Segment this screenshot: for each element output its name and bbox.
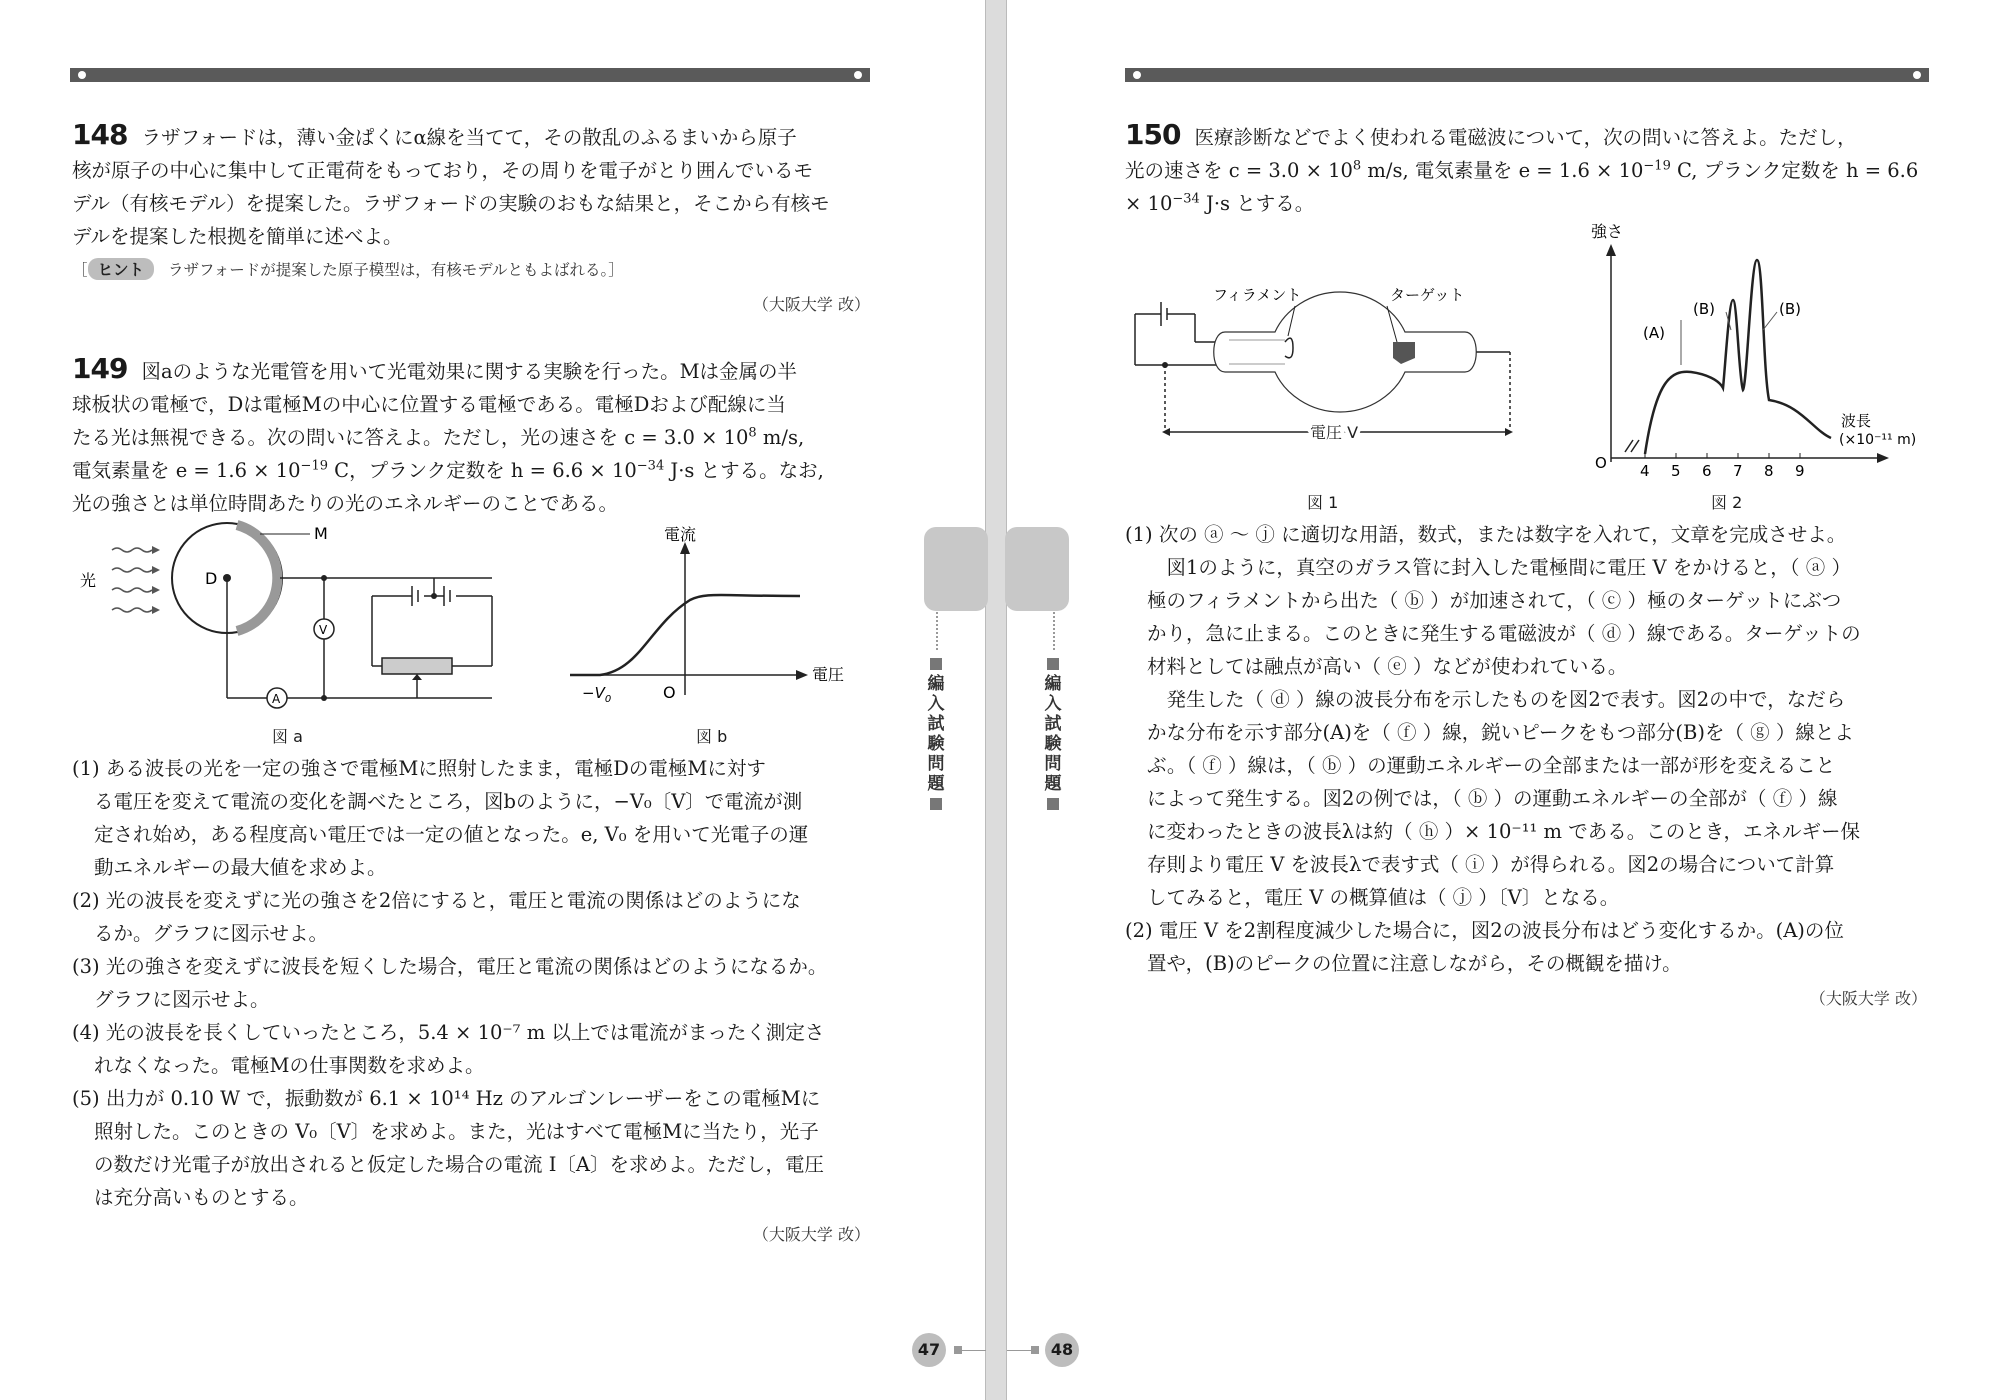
- question-1: (1) 次の ⓐ ～ ⓙ に適切な用語，数式，または数字を入れて，文章を完成させよ。 図1のように，真空のガラス管に封入した電極間に電圧 V をかけると，（ ⓐ ） 極のフィラメントから出た（ ⓑ ）が加速されて，（ ⓒ ）極のターゲットにぶつ かり，急に止まる。このときに発生する電磁波が（ ⓓ ）線である。ターゲットの 材料としては融点が高い（ ⓔ ）などが使われている。 発生した（ ⓓ ）線の波長分布を示したものを図2で表す。図2の中で，なだら かな分布を示す部分(A)を（ ⓕ ）線，鋭いピークをもつ部分(B)を（ ⓖ ）線とよ ぶ。（ ⓕ ）線は，（ ⓑ ）の運動エネルギーの全部または一部が形を変えること によって発生する。図2の例では，（ ⓑ ）の運動エネルギーの全部が（ ⓕ ）線 に変わったときの波長λは約（ ⓗ ）× 10⁻¹¹ m である。このとき，エネルギー保 存則より電圧 V を波長λで表す式（ ⓘ ）が得られる。図2の場合について計算 してみると，電圧 V の概算値は（ ⓙ ）〔V〕となる。: [1125, 523, 1861, 909]
- hint-text: ラザフォードが提案した原子模型は，有核モデルともよばれる。: [168, 261, 609, 279]
- x-tick-label: 6: [1702, 462, 1712, 480]
- glass-tube: [1214, 292, 1477, 412]
- text-line: 球板状の電極で，Dは電極Mの中心に位置する電極である。電極Dおよび配線に当: [72, 393, 786, 416]
- left-page: [0, 0, 986, 1400]
- questions-150: [1125, 518, 1931, 980]
- ylabel: 電流: [664, 525, 697, 544]
- label-filament: フィラメント: [1213, 286, 1302, 304]
- xlabel: 波長: [1841, 412, 1872, 430]
- questions-149: [72, 752, 872, 1214]
- text-line: 図aのような光電管を用いて光電効果に関する実験を行った。Mは金属の半: [141, 360, 798, 383]
- figure-1-xray-tube: [1125, 270, 1545, 480]
- problem-number: 148: [72, 118, 128, 151]
- origin-label: O: [663, 683, 676, 702]
- question-4: (4) 光の波長を長くしていったところ，5.4 × 10⁻⁷ m 以上では電流がまったく測定さ れなくなった。電極Mの仕事関数を求めよ。: [72, 1021, 825, 1077]
- question-2: (2) 光の波長を変えずに光の強さを2倍にすると，電圧と電流の関係はどのようにな るか。グラフに図示せよ。: [72, 889, 801, 945]
- problem-150: [1125, 118, 1931, 220]
- x-tick-label: 4: [1640, 462, 1650, 480]
- figure-1-caption: 図 1: [1307, 493, 1339, 512]
- figure-a-circuit: [72, 520, 512, 720]
- page-header-bar: [70, 68, 870, 82]
- question-5: (5) 出力が 0.10 W で，振動数が 6.1 × 10¹⁴ Hz のアルゴンレーザーをこの電極Mに 照射した。このときの V₀〔V〕を求めよ。また，光はすべて電極Mに当たり，光子 の数だけ光電子が放出されると仮定した場合の電流 I〔A〕を求めよ。ただし，電圧 は充分高いものとする。: [72, 1087, 824, 1209]
- source-citation: （大阪大学 改）: [752, 295, 870, 314]
- label-voltage: 電圧 V: [1310, 423, 1359, 442]
- x-tick-label: 5: [1671, 462, 1681, 480]
- text-line: デルを提案した根拠を簡単に述べよ。: [72, 225, 403, 248]
- xlabel-unit: (×10⁻¹¹ m): [1839, 432, 1917, 448]
- label-B-left: (B): [1693, 300, 1715, 318]
- ylabel: 強さ: [1591, 222, 1624, 241]
- figure-b-graph: [560, 520, 860, 720]
- text-line: 電気素量を $e = 1.6 \times 10^{-19}$ C，プランク定数を $h = 6.6 \times 10^{-34}$ J·s とする。なお,: [72, 458, 824, 482]
- side-label: 編 入 試 験 問 題: [1043, 654, 1063, 814]
- neg-v0-label: $-V_0$: [582, 684, 612, 705]
- problem-148: [72, 118, 872, 253]
- label-B-right: (B): [1779, 300, 1801, 318]
- xlabel: 電圧: [812, 665, 845, 684]
- figure-2-spectrum: [1581, 220, 1951, 480]
- problem-149: [72, 352, 872, 520]
- x-tick-label: 7: [1733, 462, 1743, 480]
- figure-2-caption: 図 2: [1711, 493, 1743, 512]
- figure-a-caption: 図 a: [272, 727, 303, 746]
- origin-label: O: [1595, 454, 1607, 472]
- question-2: (2) 電圧 V を2割程度減少した場合に，図2の波長分布はどう変化するか。(A)の位 置や，(B)のピークの位置に注意しながら，その概観を描け。: [1125, 919, 1844, 975]
- figure-b-caption: 図 b: [696, 727, 728, 746]
- question-1: (1) ある波長の光を一定の強さで電極Mに照射したまま，電極Dの電極Mに対す る電圧を変えて電流の変化を調べたところ，図bのように，−V₀〔V〕で電流が測 定され始め，ある程度高い電圧では一定の値となった。e, V₀ を用いて光電子の運 動エネルギーの最大値を求めよ。: [72, 757, 809, 879]
- page-number: 47: [912, 1333, 946, 1367]
- hint-badge: ヒント: [88, 258, 155, 280]
- spectrum-curve: [1645, 260, 1831, 454]
- question-3: (3) 光の強さを変えずに波長を短くした場合，電圧と電流の関係はどのようになるか。 グラフに図示せよ。: [72, 955, 828, 1011]
- problem-number: 150: [1125, 118, 1181, 151]
- source-citation: （大阪大学 改）: [752, 1225, 870, 1244]
- text-line: 医療診断などでよく使われる電磁波について，次の問いに答えよ。ただし，: [1194, 126, 1857, 149]
- source-citation: （大阪大学 改）: [1809, 989, 1927, 1008]
- text-line: × $10^{-34}$ J·s とする。: [1125, 191, 1315, 215]
- label-A: A: [272, 692, 281, 706]
- label-light: 光: [80, 571, 97, 590]
- page-number: 48: [1045, 1333, 1079, 1367]
- label-D: D: [205, 569, 218, 588]
- light-ray: [112, 548, 152, 552]
- light-ray: [112, 588, 152, 592]
- side-tab: [924, 527, 988, 611]
- label-V: V: [319, 623, 328, 637]
- right-page: [1006, 0, 1992, 1400]
- label-target: ターゲット: [1390, 286, 1465, 304]
- text-line: デル（有核モデル）を提案した。ラザフォードの実験のおもな結果と，そこから有核モ: [72, 192, 830, 215]
- electrode-M: [237, 525, 277, 631]
- text-line: ラザフォードは，薄い金ぱくにα線を当てて，その散乱のふるまいから原子: [141, 126, 797, 149]
- page-header-bar: [1125, 68, 1929, 82]
- text-line: たる光は無視できる。次の問いに答えよ。ただし，光の速さを $c = 3.0 \times 10^8$ m/s,: [72, 425, 805, 449]
- text-line: 核が原子の中心に集中して正電荷をもっており，その周りを電子がとり囲んでいるモ: [72, 159, 814, 182]
- light-ray: [112, 608, 152, 612]
- light-ray: [112, 568, 152, 572]
- problem-number: 149: [72, 352, 128, 385]
- label-M: M: [314, 524, 328, 543]
- side-tab: [1005, 527, 1069, 611]
- side-label: 編 入 試 験 問 題: [926, 654, 946, 814]
- text-line: 光の速さを $c = 3.0 \times 10^8$ m/s, 電気素量を $e = 1.6 \times 10^{-19}$ C, プランク定数を h = 6.6: [1125, 158, 1919, 182]
- label-A: (A): [1643, 324, 1665, 342]
- text-line: 光の強さとは単位時間あたりの光のエネルギーのことである。: [72, 492, 619, 515]
- hint-box: ［ ヒント ラザフォードが提案した原子模型は，有核モデルともよばれる。］: [72, 258, 624, 280]
- x-tick-label: 9: [1795, 462, 1805, 480]
- x-tick-label: 8: [1764, 462, 1774, 480]
